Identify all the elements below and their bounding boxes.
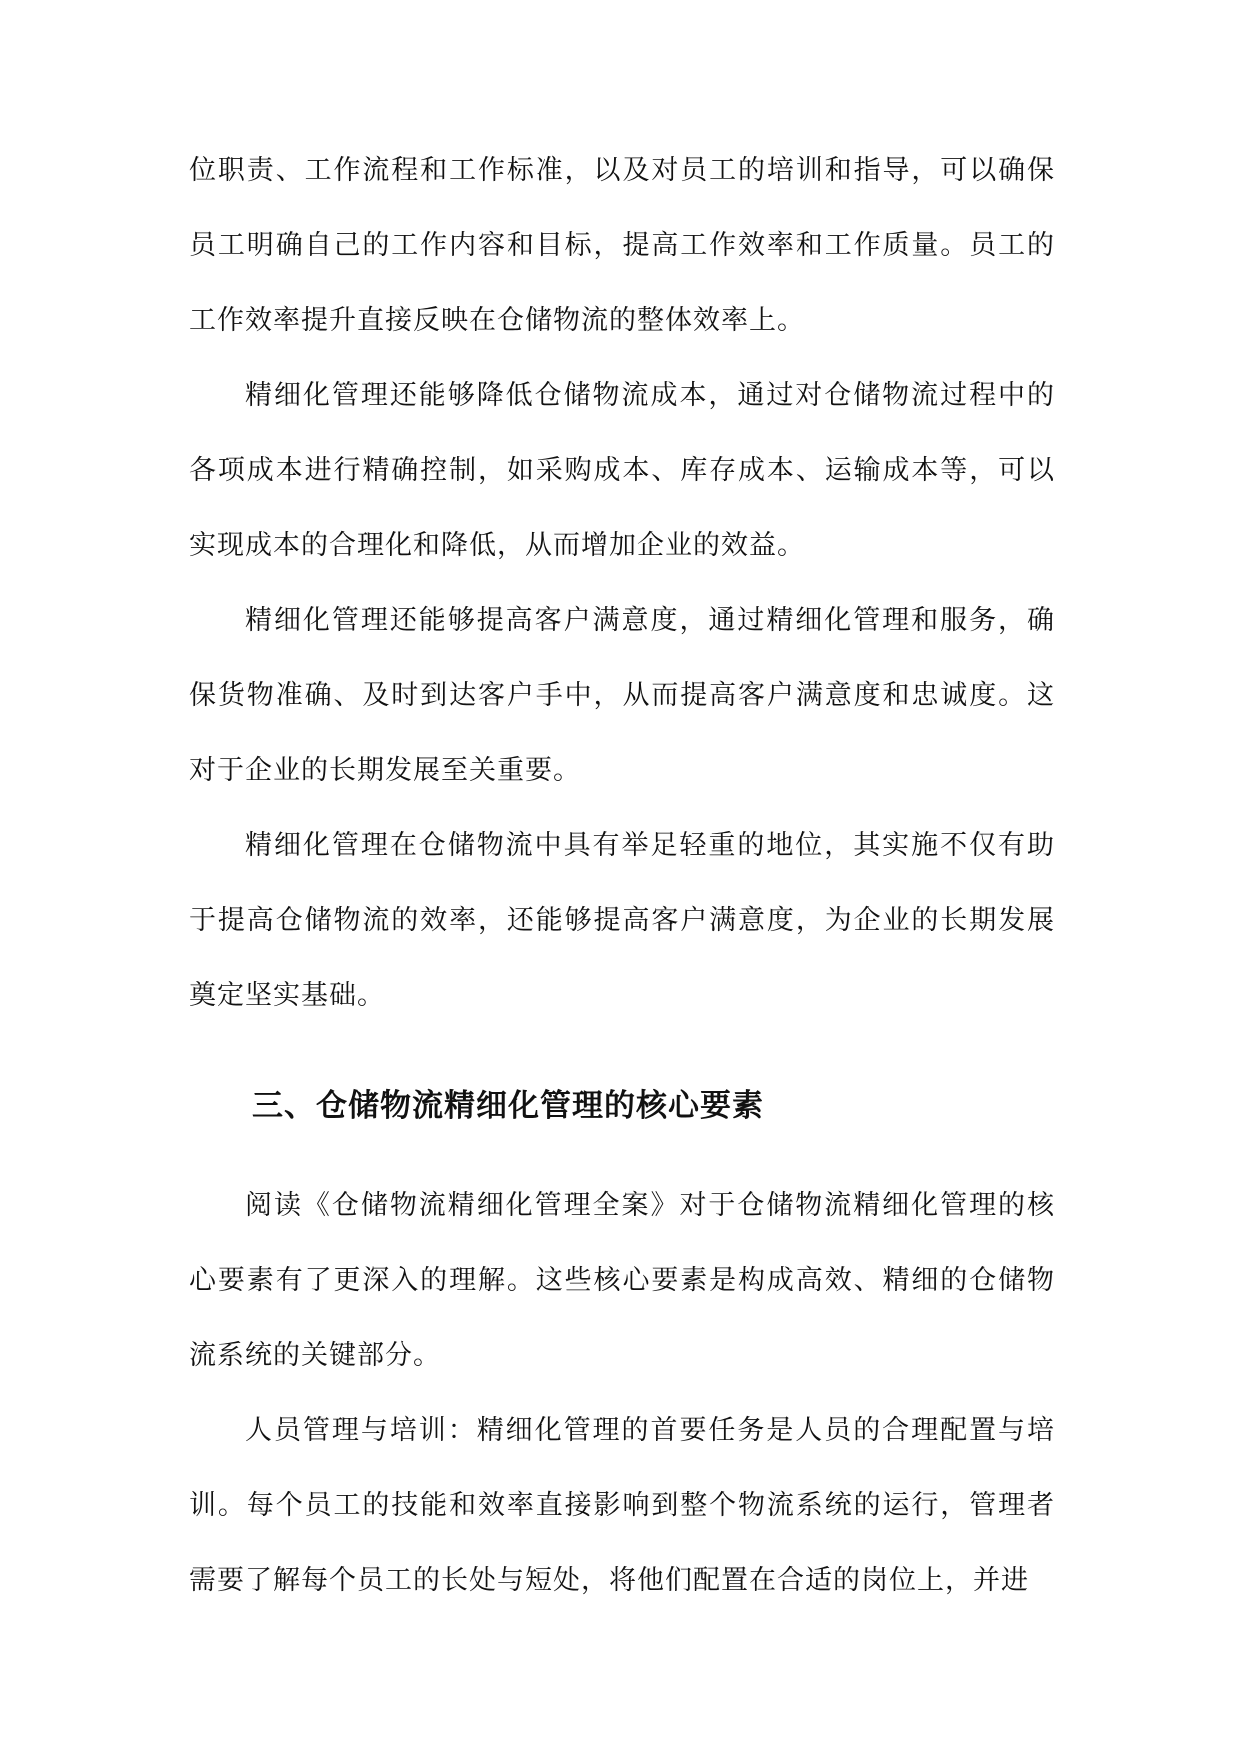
paragraph-personnel-training: 人员管理与培训：精细化管理的首要任务是人员的合理配置与培训。每个员工的技能和效率直接影响到整个物流系统的运行，管理者需要了解每个员工的长处与短处，将他们配置在合适的岗位上，并进 xyxy=(189,1415,1055,1596)
body-text-bottom xyxy=(189,1168,1055,1618)
paragraph-core-elements-intro: 阅读《仓储物流精细化管理全案》对于仓储物流精细化管理的核心要素有了更深入的理解。这些核心要素是构成高效、精细的仓储物流系统的关键部分。 xyxy=(189,1190,1055,1371)
section-heading: 三、仓储物流精细化管理的核心要素 xyxy=(252,1088,764,1124)
paragraph-customer-satisfaction: 精细化管理还能够提高客户满意度，通过精细化管理和服务，确保货物准确、及时到达客户手中，从而提高客户满意度和忠诚度。这对于企业的长期发展至关重要。 xyxy=(189,605,1055,786)
paragraph-job-duties: 位职责、工作流程和工作标准，以及对员工的培训和指导，可以确保员工明确自己的工作内容和目标，提高工作效率和工作质量。员工的工作效率提升直接反映在仓储物流的整体效率上。 xyxy=(189,155,1055,336)
body-text-top xyxy=(189,133,1055,1033)
paragraph-cost-reduction: 精细化管理还能够降低仓储物流成本，通过对仓储物流过程中的各项成本进行精确控制，如采购成本、库存成本、运输成本等，可以实现成本的合理化和降低，从而增加企业的效益。 xyxy=(189,380,1055,561)
paragraph-importance-summary: 精细化管理在仓储物流中具有举足轻重的地位，其实施不仅有助于提高仓储物流的效率，还能够提高客户满意度，为企业的长期发展奠定坚实基础。 xyxy=(189,830,1055,1011)
